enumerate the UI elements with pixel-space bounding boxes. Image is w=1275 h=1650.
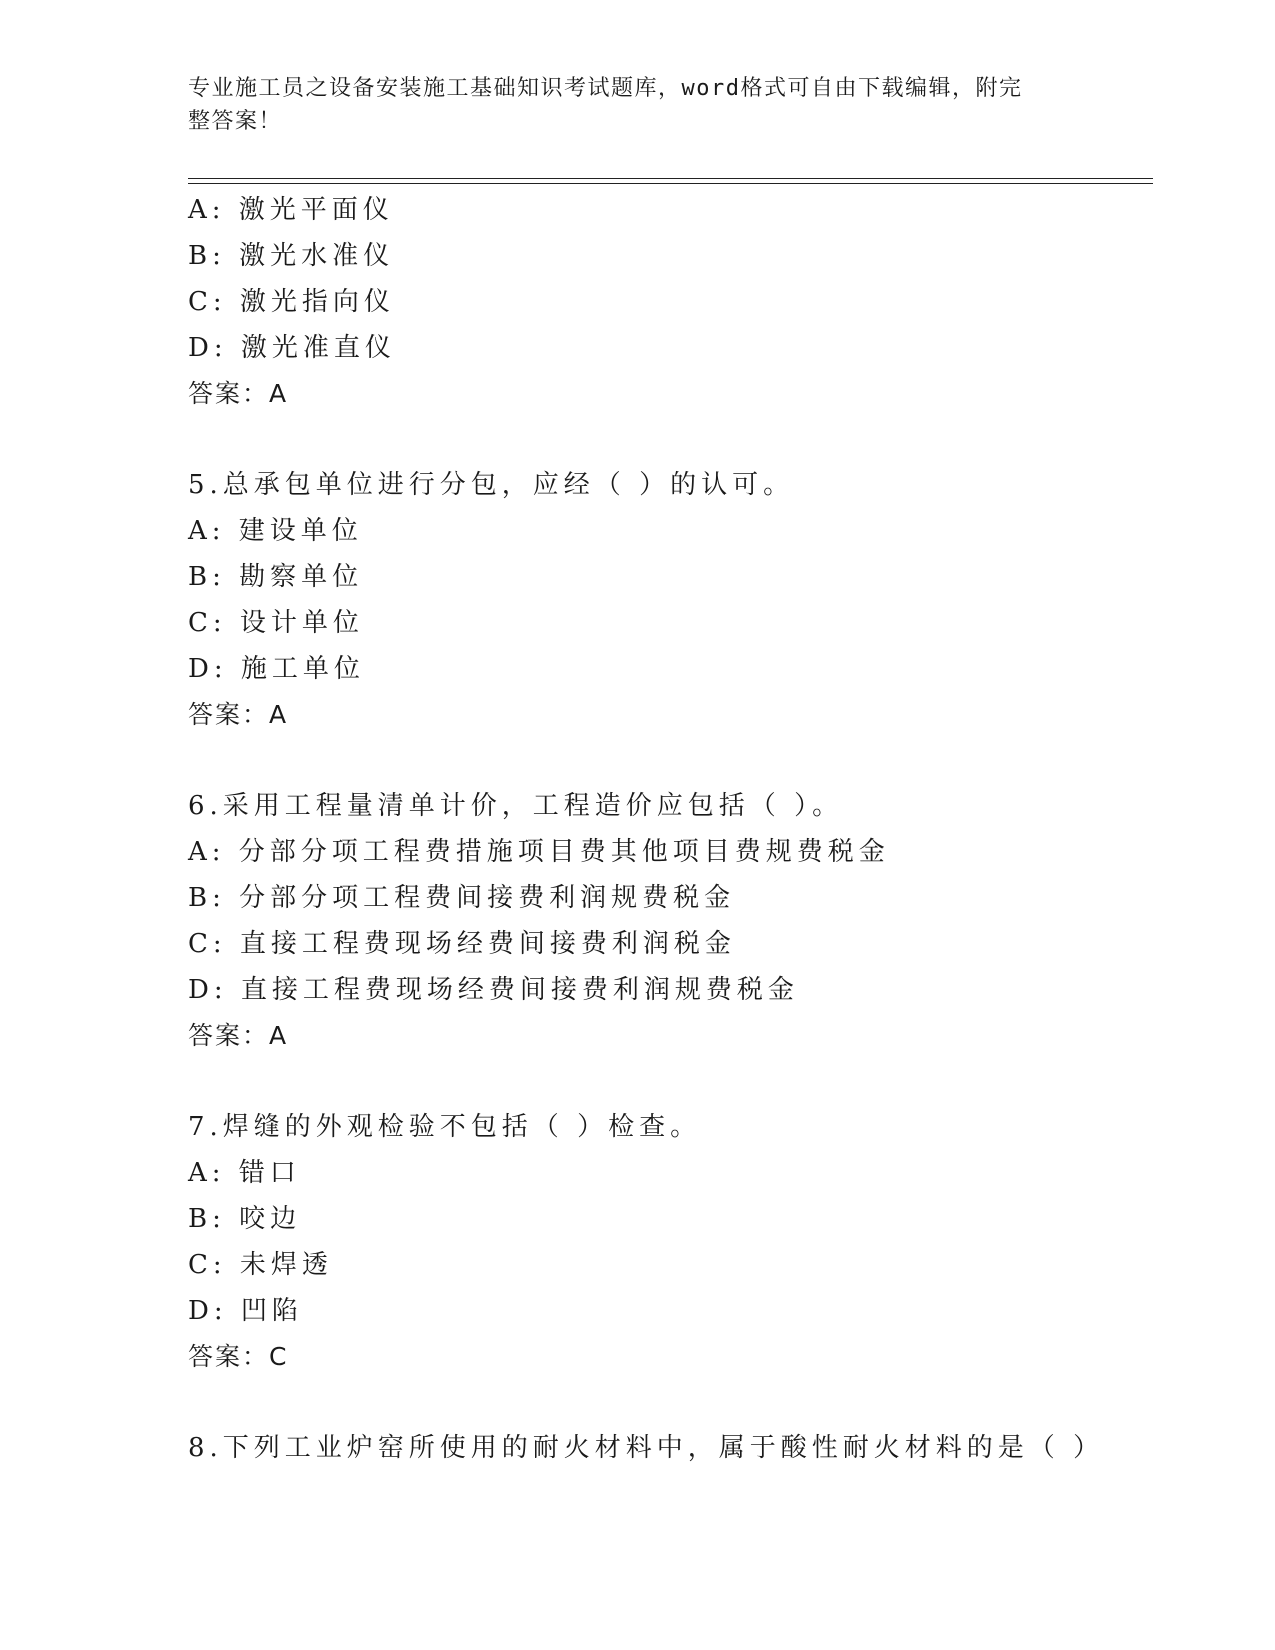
header-line-1: 专业施工员之设备安装施工基础知识考试题库，word格式可自由下载编辑，附完 [188, 76, 1023, 101]
option-b: B: 勘察单位 [188, 562, 364, 592]
option-d: D: 凹陷 [188, 1296, 303, 1326]
option-b: B: 分部分项工程费间接费利润规费税金 [188, 883, 736, 913]
option-d: D: 施工单位 [188, 654, 365, 684]
question-block-6 [188, 783, 1153, 1059]
header-line-2: 整答案！ [188, 109, 283, 134]
question-block-4 [188, 187, 1153, 417]
answer-line: 答案：A [188, 700, 289, 729]
question-block-5 [188, 462, 1153, 738]
answer-line: 答案：A [188, 1021, 289, 1050]
question-stem: 7.焊缝的外观检验不包括（ ）检查。 [188, 1112, 702, 1142]
option-d: D: 直接工程费现场经费间接费利润规费税金 [188, 975, 799, 1005]
question-stem: 8.下列工业炉窑所使用的耐火材料中，属于酸性耐火材料的是（ ） [188, 1433, 1105, 1463]
answer-line: 答案：A [188, 379, 289, 408]
option-d: D: 激光准直仪 [188, 333, 396, 363]
document-header [188, 72, 1068, 138]
option-a: A: 错口 [188, 1158, 301, 1188]
option-a: A: 建设单位 [188, 516, 363, 546]
option-c: C: 未焊透 [188, 1250, 333, 1280]
question-list [188, 187, 1153, 1471]
option-c: C: 激光指向仪 [188, 287, 395, 317]
option-a: A: 分部分项工程费措施项目费其他项目费规费税金 [188, 837, 890, 867]
header-divider-top [188, 178, 1153, 179]
option-b: B: 咬边 [188, 1204, 302, 1234]
question-stem: 6.采用工程量清单计价，工程造价应包括（ ）。 [188, 791, 844, 821]
option-c: C: 直接工程费现场经费间接费利润税金 [188, 929, 736, 959]
question-stem: 5.总承包单位进行分包，应经（ ）的认可。 [188, 470, 795, 500]
answer-line: 答案：C [188, 1342, 289, 1371]
question-block-7 [188, 1104, 1153, 1380]
option-b: B: 激光水准仪 [188, 241, 395, 271]
question-block-8 [188, 1425, 1153, 1471]
header-divider-bottom [188, 183, 1153, 184]
option-a: A: 激光平面仪 [188, 195, 394, 225]
option-c: C: 设计单位 [188, 608, 364, 638]
